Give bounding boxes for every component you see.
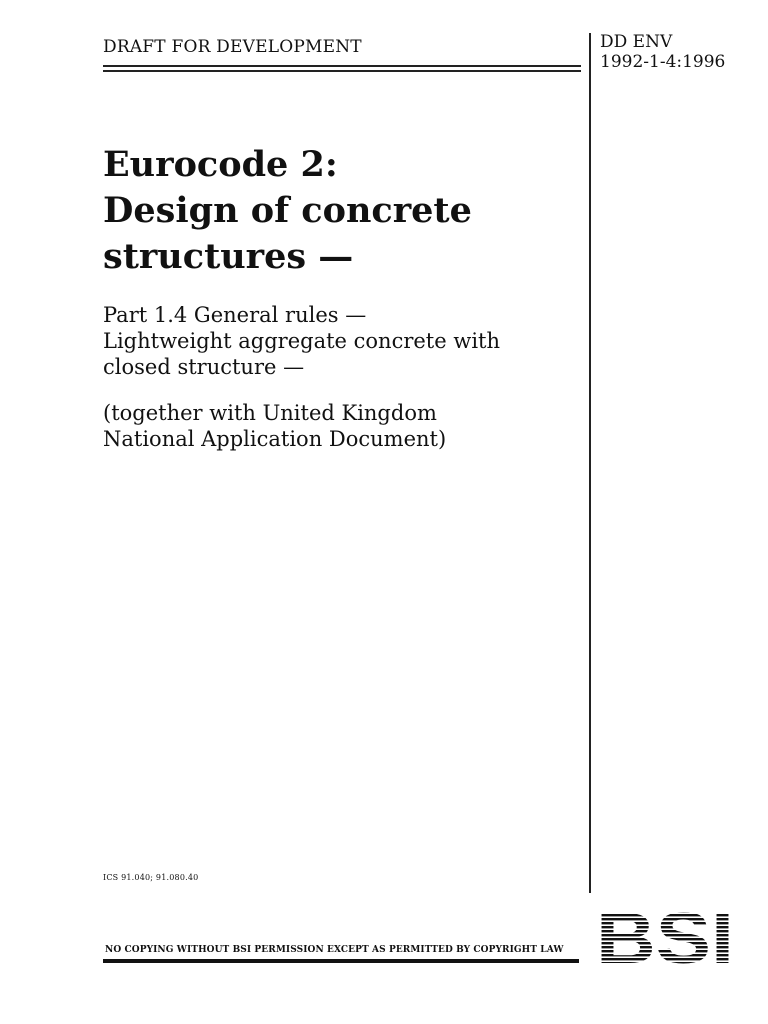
title-line1: Eurocode 2: [103, 144, 338, 185]
standard-number-line1: DD ENV [600, 32, 673, 52]
ics-code: ICS 91.040; 91.080.40 [103, 873, 199, 882]
note-line1: (together with United Kingdom [103, 401, 437, 425]
draft-label: DRAFT FOR DEVELOPMENT [103, 37, 362, 57]
document-title [103, 142, 472, 280]
bsi-logo-text: BSI [596, 906, 734, 966]
standard-number-line2: 1992-1-4:1996 [600, 52, 726, 72]
part-line3: closed structure — [103, 355, 305, 379]
title-line2: Design of concrete [103, 190, 472, 231]
bsi-logo [596, 906, 734, 966]
note-line2: National Application Document) [103, 427, 447, 451]
footer-rule [103, 959, 579, 963]
title-line3: structures — [103, 236, 354, 277]
header-rule-bottom [103, 70, 581, 72]
vertical-divider [589, 33, 591, 893]
copyright-notice: NO COPYING WITHOUT BSI PERMISSION EXCEPT AS PERMITTED BY COPYRIGHT LAW [105, 945, 564, 955]
part-line1: Part 1.4 General rules — [103, 303, 367, 327]
nad-note [103, 400, 446, 452]
header-rule-top [103, 65, 581, 67]
standard-number [600, 32, 725, 72]
part-line2: Lightweight aggregate concrete with [103, 329, 501, 353]
part-subtitle [103, 302, 500, 380]
